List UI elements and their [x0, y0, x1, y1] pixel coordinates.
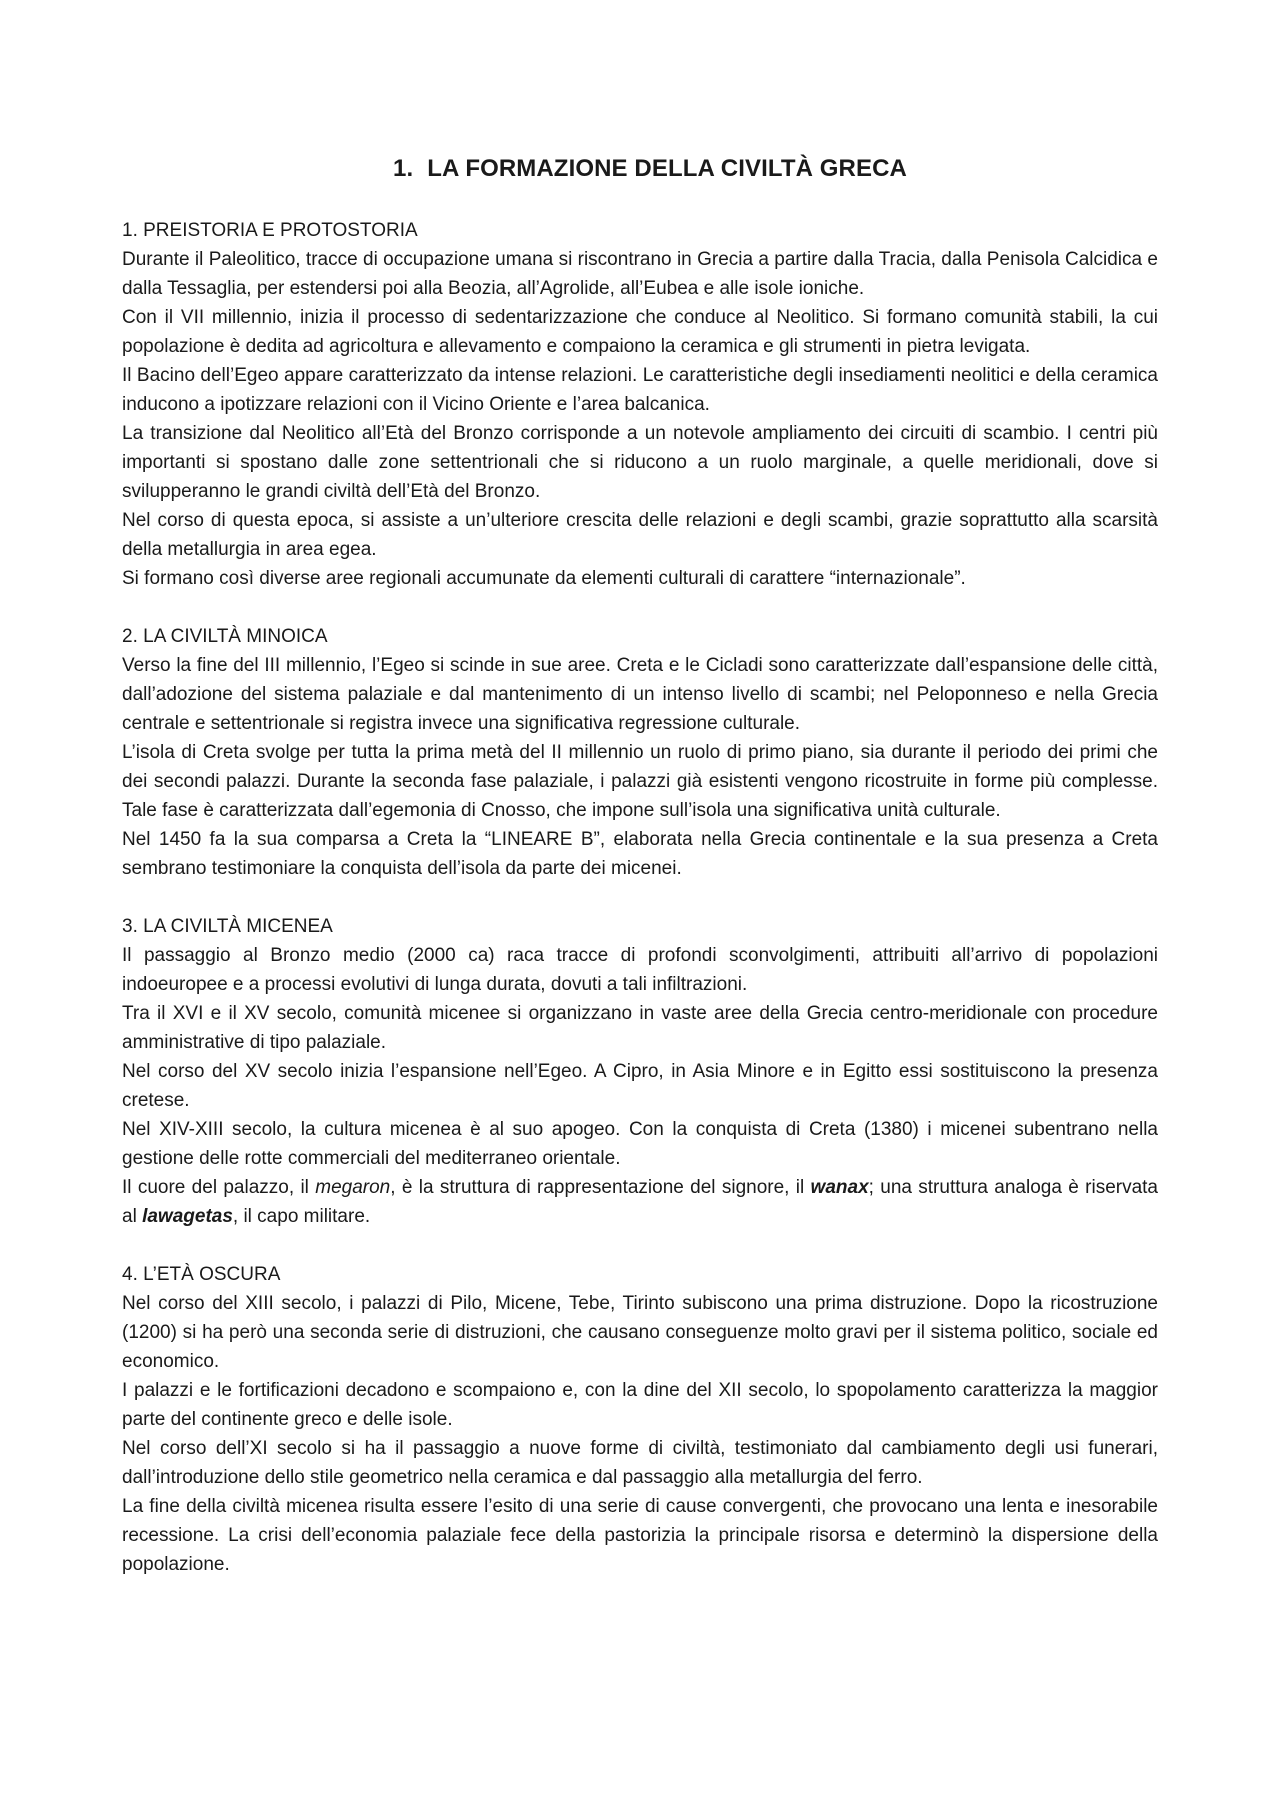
text-run: , il capo militare.	[232, 1206, 371, 1227]
section-heading: 3. LA CIVILTÀ MICENEA	[122, 916, 333, 937]
paragraph: La transizione dal Neolitico all’Età del Bronzo corrisponde a un notevole ampliamento dei circuiti di scambio. I centri più importanti si spostano dalle zone settentrionali che si riducono a un ruolo marginale, a quelle meridionali, dove si svilupperanno le grandi civiltà dell’Età del Bronzo.	[122, 423, 1158, 502]
paragraph: L’isola di Creta svolge per tutta la prima metà del II millennio un ruolo di primo piano, sia durante il periodo dei primi che dei secondi palazzi. Durante la seconda fase palaziale, i palazzi già esistenti vengono ricostruite in forme più complesse. Tale fase è caratterizzata dall’egemonia di Cnosso, che impone sull’isola una significativa unità culturale.	[122, 742, 1158, 821]
term-wanax: wanax	[810, 1177, 869, 1198]
paragraph: Nel corso del XIII secolo, i palazzi di Pilo, Micene, Tebe, Tirinto subiscono una prima distruzione. Dopo la ricostruzione (1200) si ha però una seconda serie di distruzioni, che causano conseguenze molto gravi per il sistema politico, sociale ed economico.	[122, 1293, 1158, 1372]
paragraph: Si formano così diverse aree regionali accumunate da elementi culturali di carattere “internazionale”.	[122, 568, 966, 589]
document-page	[122, 152, 1158, 1608]
paragraph-megaron	[122, 1173, 1158, 1231]
paragraph: Verso la fine del III millennio, l’Egeo si scinde in sue aree. Creta e le Cicladi sono caratterizzate dall’espansione delle città, dall’adozione del sistema palaziale e dal mantenimento di un intenso livello di scambi; nel Peloponneso e nella Grecia centrale e settentrionale si registra invece una significativa regressione culturale.	[122, 655, 1158, 734]
paragraph: I palazzi e le fortificazioni decadono e scompaiono e, con la dine del XII secolo, lo spopolamento caratterizza la maggior parte del continente greco e delle isole.	[122, 1380, 1158, 1430]
section-heading: 1. PREISTORIA E PROTOSTORIA	[122, 220, 418, 241]
paragraph: Nel corso del XV secolo inizia l’espansione nell’Egeo. A Cipro, in Asia Minore e in Egitto essi sostituiscono la presenza cretese.	[122, 1061, 1158, 1111]
paragraph: Il passaggio al Bronzo medio (2000 ca) raca tracce di profondi sconvolgimenti, attribuiti all’arrivo di popolazioni indoeuropee e a processi evolutivi di lunga durata, dovuti a tali infiltrazioni.	[122, 945, 1158, 995]
paragraph: Tra il XVI e il XV secolo, comunità micenee si organizzano in vaste aree della Grecia centro-meridionale con procedure amministrative di tipo palaziale.	[122, 1003, 1158, 1053]
paragraph: Nel corso di questa epoca, si assiste a un’ulteriore crescita delle relazioni e degli scambi, grazie soprattutto alla scarsità della metallurgia in area egea.	[122, 510, 1158, 560]
term-lawagetas: lawagetas	[142, 1206, 233, 1227]
paragraph: Con il VII millennio, inizia il processo di sedentarizzazione che conduce al Neolitico. Si formano comunità stabili, la cui popolazione è dedita ad agricoltura e allevamento e compaiono la ceramica e gli strumenti in pietra levigata.	[122, 307, 1158, 357]
text-run: Il cuore del palazzo, il	[122, 1177, 316, 1198]
section-civilta-minoica	[122, 622, 1158, 883]
section-heading: 4. L’ETÀ OSCURA	[122, 1264, 281, 1285]
term-megaron: megaron	[315, 1177, 391, 1198]
text-run: ; una struttura analoga è riservata al	[122, 1177, 1159, 1227]
paragraph: Il Bacino dell’Egeo appare caratterizzato da intense relazioni. Le caratteristiche degli insediamenti neolitici e della ceramica inducono a ipotizzare relazioni con il Vicino Oriente e l’area balcanica.	[122, 365, 1158, 415]
paragraph: Nel XIV-XIII secolo, la cultura micenea è al suo apogeo. Con la conquista di Creta (1380) i micenei subentrano nella gestione delle rotte commerciali del mediterraneo orientale.	[122, 1119, 1158, 1169]
paragraph: Nel corso dell’XI secolo si ha il passaggio a nuove forme di civiltà, testimoniato dal cambiamento degli usi funerari, dall’introduzione dello stile geometrico nella ceramica e dal passaggio alla metallurgia del ferro.	[122, 1438, 1158, 1488]
paragraph: La fine della civiltà micenea risulta essere l’esito di una serie di cause convergenti, che provocano una lenta e inesorabile recessione. La crisi dell’economia palaziale fece della pastorizia la principale risorsa e determinò la dispersione della popolazione.	[122, 1496, 1158, 1575]
document-title	[122, 152, 1158, 186]
section-civilta-micenea	[122, 912, 1158, 1231]
section-eta-oscura	[122, 1260, 1158, 1579]
section-preistoria	[122, 216, 1158, 593]
paragraph: Durante il Paleolitico, tracce di occupazione umana si riscontrano in Grecia a partire dalla Tracia, dalla Penisola Calcidica e dalla Tessaglia, per estendersi poi alla Beozia, all’Agrolide, all’Eubea e alle isole ioniche.	[122, 249, 1158, 299]
text-run: , è la struttura di rappresentazione del signore, il	[390, 1177, 811, 1198]
paragraph: Nel 1450 fa la sua comparsa a Creta la “LINEARE B”, elaborata nella Grecia continentale e la sua presenza a Creta sembrano testimoniare la conquista dell’isola da parte dei micenei.	[122, 829, 1158, 879]
title-text: LA FORMAZIONE DELLA CIVILTÀ GRECA	[427, 155, 907, 182]
section-heading: 2. LA CIVILTÀ MINOICA	[122, 626, 328, 647]
title-number: 1.	[393, 155, 414, 182]
